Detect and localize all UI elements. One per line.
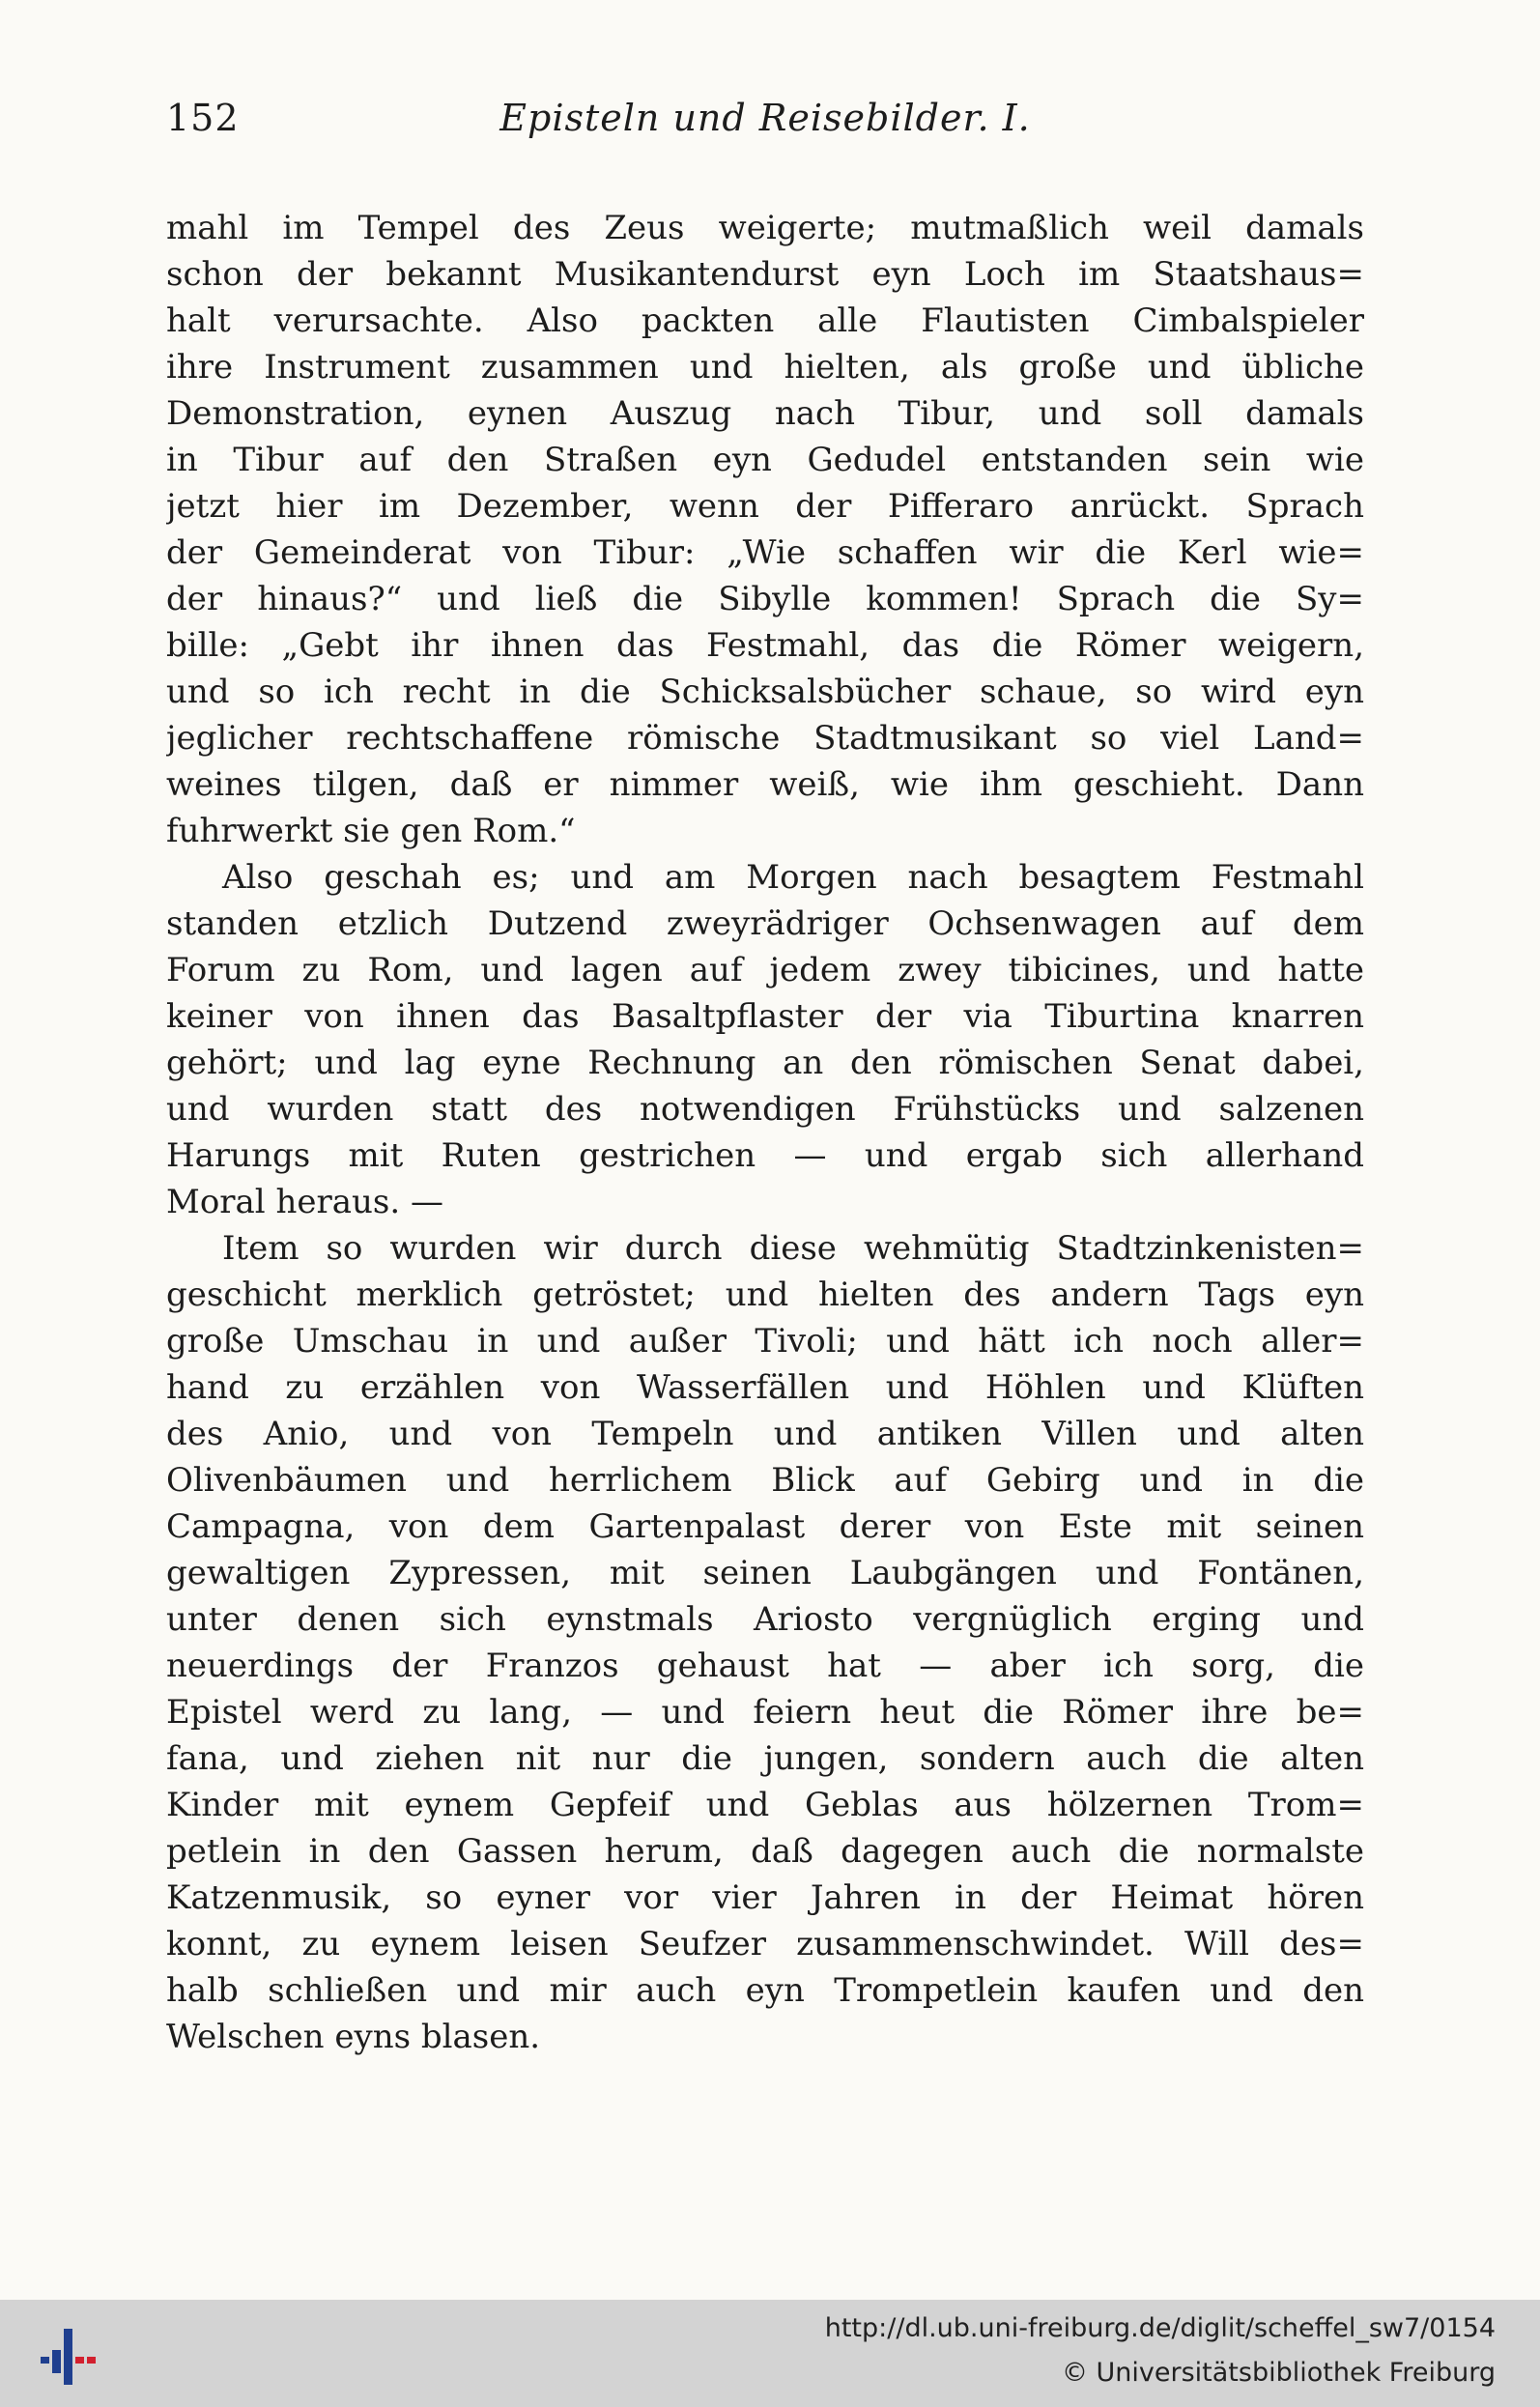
text-line: Kinder mit eynem Gepfeif und Geblas aus hölzernen Trom= — [166, 1786, 1364, 1824]
text-line: und wurden statt des notwendigen Frühstücks und salzenen — [166, 1090, 1364, 1129]
text-line: Epistel werd zu lang, — und feiern heut die Römer ihre be= — [166, 1693, 1364, 1732]
paragraph-2 — [166, 854, 1364, 1225]
text-line: Harungs mit Ruten gestrichen — und ergab sich allerhand — [166, 1136, 1364, 1175]
text-line: und so ich recht in die Schicksalsbücher schaue, so wird eyn — [166, 673, 1364, 711]
running-title: Episteln und Reisebilder. I. — [499, 97, 1031, 139]
text-line: konnt, zu eynem leisen Seufzer zusammenschwindet. Will des= — [166, 1925, 1364, 1963]
text-line: halb schließen und mir auch eyn Trompetlein kaufen und den — [166, 1971, 1364, 2010]
text-line: unter denen sich eynstmals Ariosto vergnüglich erging und — [166, 1600, 1364, 1639]
text-line: in Tibur auf den Straßen eyn Gedudel entstanden sein wie — [166, 441, 1364, 479]
text-line: gewaltigen Zypressen, mit seinen Laubgängen und Fontänen, — [166, 1554, 1364, 1592]
text-line: fuhrwerkt sie gen Rom.“ — [166, 812, 576, 850]
footer-bar — [0, 2300, 1540, 2407]
text-line: der Gemeinderat von Tibur: „Wie schaffen wir die Kerl wie= — [166, 533, 1364, 572]
text-line: Forum zu Rom, und lagen auf jedem zwey tibicines, und hatte — [166, 951, 1364, 989]
text-line: fana, und ziehen nit nur die jungen, sondern auch die alten — [166, 1739, 1364, 1778]
footer-copyright: © Universitätsbibliothek Freiburg — [1061, 2358, 1496, 2388]
text-line: petlein in den Gassen herum, daß dagegen auch die normalste — [166, 1832, 1364, 1871]
text-line: Moral heraus. — — [166, 1183, 443, 1221]
text-line: neuerdings der Franzos gehaust hat — aber ich sorg, die — [166, 1647, 1364, 1685]
footer-url[interactable]: http://dl.ub.uni-freiburg.de/diglit/scheffel_sw7/0154 — [824, 2313, 1496, 2343]
text-line: bille: „Gebt ihr ihnen das Festmahl, das die Römer weigern, — [166, 626, 1364, 665]
ub-freiburg-logo-icon — [41, 2321, 99, 2389]
text-line: mahl im Tempel des Zeus weigerte; mutmaßlich weil damals — [166, 209, 1364, 247]
text-line: Welschen eyns blasen. — [166, 2018, 541, 2056]
text-line: Katzenmusik, so eyner vor vier Jahren in der Heimat hören — [166, 1878, 1364, 1917]
text-line: des Anio, und von Tempeln und antiken Villen und alten — [166, 1415, 1364, 1453]
text-line: geschicht merklich getröstet; und hielten des andern Tags eyn — [166, 1275, 1364, 1314]
text-line: jeglicher rechtschaffene römische Stadtmusikant so viel Land= — [166, 719, 1364, 758]
text-line: halt verursachte. Also packten alle Flautisten Cimbalspieler — [166, 301, 1364, 340]
text-line: Also geschah es; und am Morgen nach besagtem Festmahl — [222, 858, 1364, 897]
text-line: Olivenbäumen und herrlichem Blick auf Gebirg und in die — [166, 1461, 1364, 1500]
body-text — [166, 205, 1364, 2060]
text-line: große Umschau in und außer Tivoli; und hätt ich noch aller= — [166, 1322, 1364, 1361]
text-line: der hinaus?“ und ließ die Sibylle kommen! Sprach die Sy= — [166, 580, 1364, 618]
text-line: Campagna, von dem Gartenpalast derer von Este mit seinen — [166, 1507, 1364, 1546]
text-line: weines tilgen, daß er nimmer weiß, wie ihm geschieht. Dann — [166, 765, 1364, 804]
text-line: gehört; und lag eyne Rechnung an den römischen Senat dabei, — [166, 1044, 1364, 1082]
text-line: Demonstration, eynen Auszug nach Tibur, und soll damals — [166, 394, 1364, 433]
text-line: jetzt hier im Dezember, wenn der Pifferaro anrückt. Sprach — [166, 487, 1364, 526]
text-line: keiner von ihnen das Basaltpflaster der via Tiburtina knarren — [166, 997, 1364, 1036]
page-header — [166, 97, 1364, 155]
text-line: hand zu erzählen von Wasserfällen und Höhlen und Klüften — [166, 1368, 1364, 1407]
text-line: standen etzlich Dutzend zweyrädriger Ochsenwagen auf dem — [166, 904, 1364, 943]
text-line: ihre Instrument zusammen und hielten, als große und übliche — [166, 348, 1364, 387]
page-number: 152 — [166, 97, 240, 139]
paragraph-1 — [166, 205, 1364, 854]
text-line: schon der bekannt Musikantendurst eyn Loch im Staatshaus= — [166, 255, 1364, 294]
paragraph-3 — [166, 1225, 1364, 2060]
text-line: Item so wurden wir durch diese wehmütig Stadtzinkenisten= — [222, 1229, 1364, 1268]
